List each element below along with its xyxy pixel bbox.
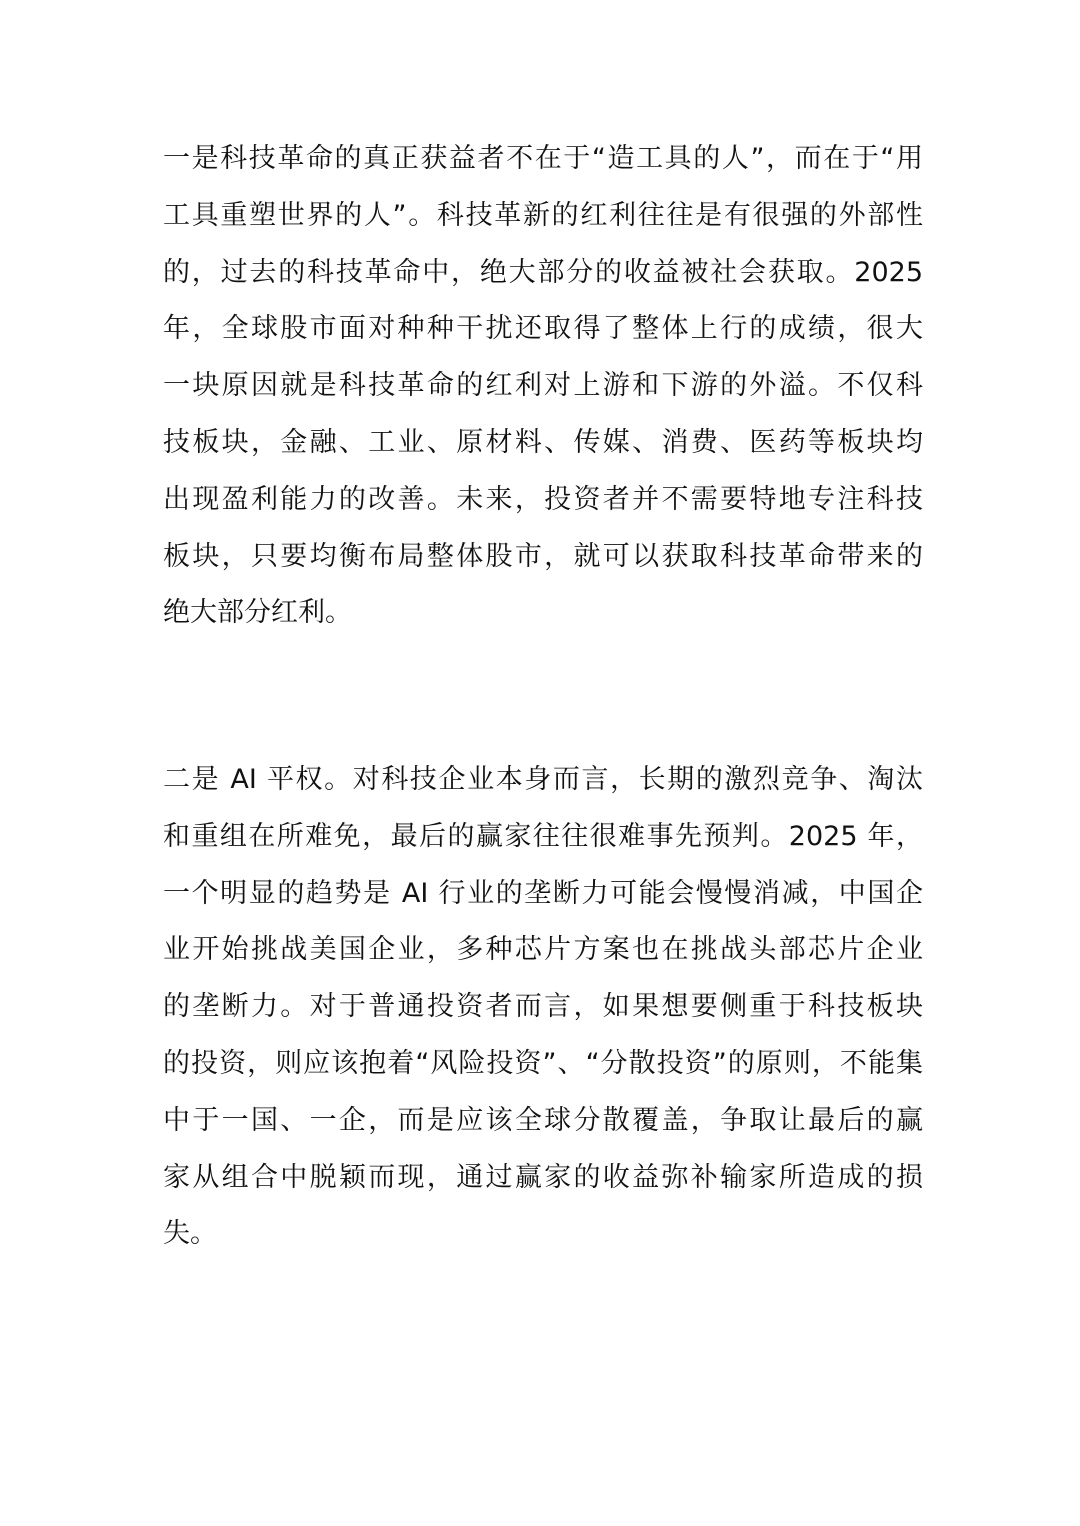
paragraph-line: 的投资，则应该抱着“风险投资”、“分散投资”的原则，不能集 [163, 1047, 923, 1079]
paragraph-line: 的垄断力。对于普通投资者而言，如果想要侧重于科技板块 [163, 991, 923, 1023]
paragraph-ai-equality [163, 752, 923, 1263]
paragraph-line: 工具重塑世界的人”。科技革新的红利往往是有很强的外部性 [163, 199, 923, 231]
paragraph-line: 一是科技革命的真正获益者不在于“造工具的人”，而在于“用 [163, 143, 923, 174]
paragraph-tech-revolution-beneficiaries [163, 131, 923, 642]
paragraph-line: 一块原因就是科技革命的红利对上游和下游的外溢。不仅科 [163, 370, 923, 402]
paragraph-line: 家从组合中脱颖而现，通过赢家的收益弥补输家所造成的损 [163, 1161, 923, 1193]
paragraph-line: 失。 [163, 1218, 217, 1250]
paragraph-line: 出现盈利能力的改善。未来，投资者并不需要特地专注科技 [163, 483, 923, 515]
paragraph-line: 年，全球股市面对种种干扰还取得了整体上行的成绩，很大 [163, 313, 923, 345]
paragraph-line: 中于一国、一企，而是应该全球分散覆盖，争取让最后的赢 [163, 1104, 923, 1136]
paragraph-line: 二是 AI 平权。对科技企业本身而言，长期的激烈竞争、淘汰 [163, 764, 923, 795]
paragraph-line: 一个明显的趋势是 AI 行业的垄断力可能会慢慢消减，中国企 [163, 877, 923, 909]
paragraph-line: 业开始挑战美国企业，多种芯片方案也在挑战头部芯片企业 [163, 934, 923, 966]
paragraph-line: 的，过去的科技革命中，绝大部分的收益被社会获取。2025 [163, 256, 923, 288]
paragraph-line: 板块，只要均衡布局整体股市，就可以获取科技革命带来的 [163, 540, 923, 572]
paragraph-line: 技板块，金融、工业、原材料、传媒、消费、医药等板块均 [163, 426, 923, 458]
paragraph-line: 绝大部分红利。 [163, 597, 352, 629]
paragraph-line: 和重组在所难免，最后的赢家往往很难事先预判。2025 年， [163, 820, 923, 852]
